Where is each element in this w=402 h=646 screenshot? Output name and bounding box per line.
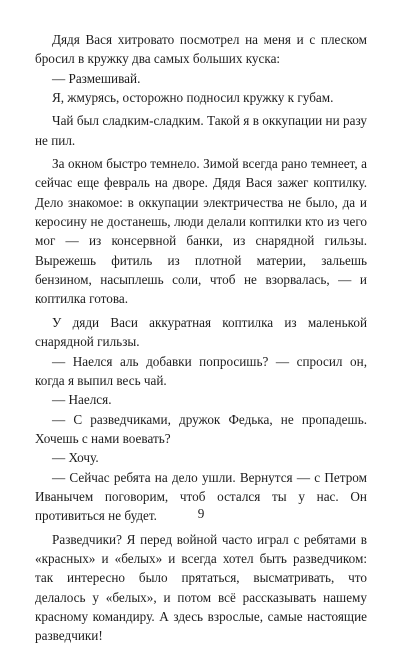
paragraph-4: Чай был сладким-сладким. Такой я в оккупации ни разу не пил. [35, 113, 367, 148]
paragraph-8: — Наелся. [52, 392, 112, 408]
paragraph-5: За окном быстро темнело. Зимой всегда рано темнеет, а сейчас еще февраль на дворе. Дядя Вася зажег коптилку. Дело знакомое: в оккупации электричества не было, да и керосину не достанешь, люди делали коптилки кто из чего мог — из консервной банки, из снарядной гильзы. Вырежешь фитиль из плотной материи, зальешь бензином, насыплешь соли, чтоб не взорвалась, — и коптилка готова. [35, 156, 367, 307]
paragraph-7: — Наелся аль добавки попросишь? — спросил он, когда я выпил весь чай. [35, 353, 367, 388]
paragraph-3: Я, жмурясь, осторожно подносил кружку к губам. [52, 90, 334, 106]
paragraph-9: — С разведчиками, дружок Федька, не пропадешь. Хочешь с нами воевать? [35, 411, 367, 446]
paragraph-12: Разведчики? Я перед войной часто играл с ребятами в «красных» и «белых» и всегда хотел быть разведчиком: так интересно было прятаться, высматривать, что делалось у «белых», и потом всё рассказывать нашему красному командиру. А здесь взрослые, самые настоящие разведчики! [35, 531, 367, 644]
body-text [35, 30, 367, 646]
paragraph-6: У дяди Васи аккуратная коптилка из маленькой снарядной гильзы. [35, 314, 367, 350]
paragraph-1: Дядя Вася хитровато посмотрел на меня и с плеском бросил в кружку два самых больших куска: [35, 32, 367, 67]
page-number: 9 [197, 506, 205, 521]
paragraph-11: — Сейчас ребята на дело ушли. Вернутся — с Петром Иванычем поговорим, чтоб остался ты у нас. Он противиться не будет. [35, 469, 367, 524]
paragraph-2: — Размешивай. [52, 70, 141, 86]
paragraph-10: — Хочу. [52, 450, 99, 466]
